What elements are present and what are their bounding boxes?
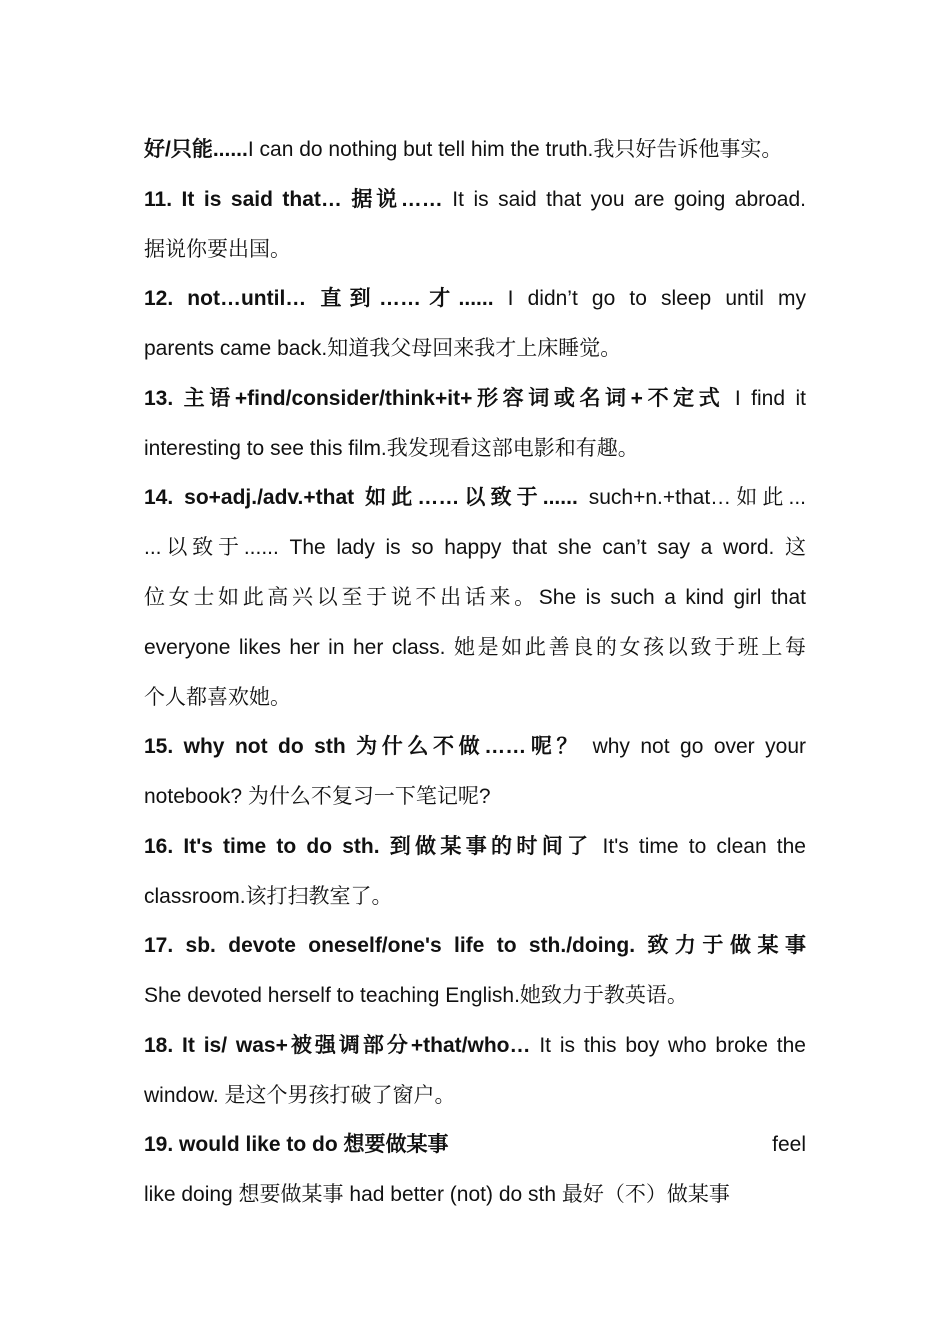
line-text: notebook? 为什么不复习一下笔记呢? <box>144 785 491 808</box>
line-text: She devoted herself to teaching English.她致力于教英语。 <box>144 984 688 1007</box>
line-bold: 好/只能...... <box>144 138 248 161</box>
line-bold: 18. It is/ was+被强调部分+that/who… <box>144 1034 540 1057</box>
line-bold: 14. so+adj./adv.+that 如此……以致于...... <box>144 486 589 509</box>
text-line-6 <box>144 385 806 413</box>
line-text: It is this boy who broke the <box>539 1034 806 1057</box>
line-text: such+n.+that…如此... <box>588 486 807 509</box>
line-bold: 15. why not do sth 为什么不做……呢？ <box>144 735 593 758</box>
line-text: 个人都喜欢她。 <box>144 686 291 709</box>
text-line-20 <box>144 1082 806 1110</box>
line-text: everyone likes her in her class. 她是如此善良的女孩以致于班上每 <box>144 636 806 659</box>
line-text: interesting to see this film.我发现看这部电影和有趣。 <box>144 437 639 460</box>
line-bold: 16. It's time to do sth. 到做某事的时间了 <box>144 835 603 858</box>
text-line-21 <box>144 1131 806 1159</box>
text-line-5 <box>144 335 806 363</box>
line-text: 据说你要出国。 <box>144 238 291 261</box>
text-line-22 <box>144 1181 806 1209</box>
text-line-4 <box>144 285 806 313</box>
line-text: I didn’t go to sleep until my <box>507 287 806 310</box>
line-text: like doing 想要做某事 had better (not) do sth 最好（不）做某事 <box>144 1183 730 1206</box>
text-line-11 <box>144 634 806 662</box>
text-line-18 <box>144 982 806 1010</box>
line-bold: 11. It is said that… 据说…… <box>144 188 453 211</box>
text-line-15 <box>144 833 806 861</box>
text-line-10 <box>144 584 806 612</box>
line-bold: 13. 主语+find/consider/think+it+形容词或名词+不定式 <box>144 387 735 410</box>
text-line-1 <box>144 136 806 164</box>
text-line-3 <box>144 236 806 264</box>
line-text: I find it <box>734 387 806 410</box>
text-line-19 <box>144 1032 806 1060</box>
line-text: classroom.该打扫教室了。 <box>144 885 393 908</box>
text-line-7 <box>144 435 806 463</box>
line-bold: 12. not…until… 直到……才...... <box>144 287 508 310</box>
text-line-9 <box>144 534 806 562</box>
line-text: ...以致于...... The lady is so happy that she can’t say a word. 这 <box>144 536 806 559</box>
line-text: why not go over your <box>592 735 806 758</box>
line-bold: 19. would like to do 想要做某事 <box>144 1133 449 1156</box>
text-line-2 <box>144 186 806 214</box>
text-line-8 <box>144 484 806 512</box>
line-text: It's time to clean the <box>602 835 806 858</box>
text-line-13 <box>144 733 806 761</box>
text-line-17 <box>144 932 806 960</box>
text-line-12 <box>144 684 806 712</box>
line-bold: 17. sb. devote oneself/one's life to sth./doing. 致力于做某事 <box>144 934 806 957</box>
text-line-14 <box>144 783 806 811</box>
text-line-16 <box>144 883 806 911</box>
line-right-word: feel <box>772 1133 806 1156</box>
line-text: 位女士如此高兴以至于说不出话来。She is such a kind girl that <box>144 586 806 609</box>
line-text: parents came back.知道我父母回来我才上床睡觉。 <box>144 337 622 360</box>
line-text: It is said that you are going abroad. <box>452 188 806 211</box>
line-text: window. 是这个男孩打破了窗户。 <box>144 1084 456 1107</box>
line-text: I can do nothing but tell him the truth.我只好告诉他事实。 <box>247 138 783 161</box>
